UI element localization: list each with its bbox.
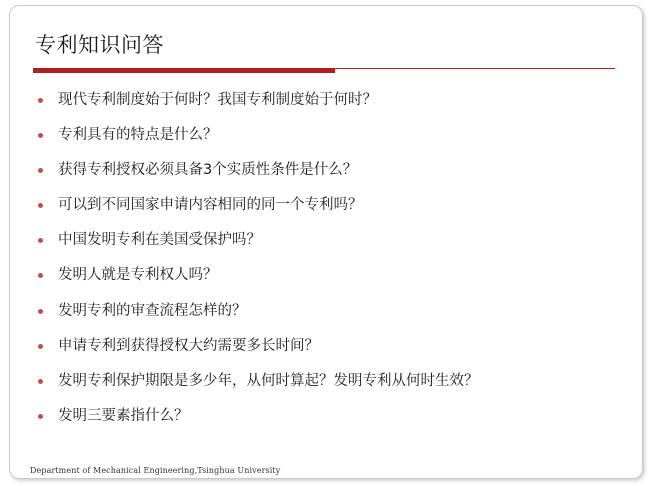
question-text: 申请专利到获得授权大约需要多长时间？: [58, 337, 319, 354]
list-item: [38, 406, 479, 441]
question-text: 获得专利授权必须具备3个实质性条件是什么？: [58, 162, 358, 179]
question-text: 中国发明专利在美国受保护吗？: [58, 232, 261, 249]
bullet-dot-icon: [38, 203, 43, 208]
bullet-dot-icon: [38, 133, 43, 138]
bullet-dot-icon: [38, 168, 43, 173]
question-text: 可以到不同国家申请内容相同的同一个专利吗？: [58, 197, 363, 214]
bullet-dot-icon: [38, 98, 43, 103]
question-list: [38, 90, 479, 441]
bullet-dot-icon: [38, 309, 43, 314]
question-text: 发明专利的审查流程怎样的？: [58, 302, 247, 319]
bullet-dot-icon: [38, 414, 43, 419]
bullet-dot-icon: [38, 238, 43, 243]
list-item: [38, 90, 479, 125]
list-item: [38, 195, 479, 230]
bullet-dot-icon: [38, 273, 43, 278]
list-item: [38, 160, 479, 195]
slide-title: 专利知识问答: [35, 33, 164, 57]
question-text: 专利具有的特点是什么？: [58, 127, 218, 144]
list-item: [38, 336, 479, 371]
question-text: 发明三要素指什么？: [58, 407, 189, 424]
title-underline-thick: [33, 68, 335, 73]
list-item: [38, 125, 479, 160]
list-item: [38, 265, 479, 300]
list-item: [38, 371, 479, 406]
bullet-dot-icon: [38, 344, 43, 349]
list-item: [38, 230, 479, 265]
list-item: [38, 301, 479, 336]
footer-department: Department of Mechanical Engineering,Tsinghua University: [30, 466, 281, 475]
question-text: 现代专利制度始于何时？我国专利制度始于何时？: [58, 92, 377, 108]
question-text: 发明人就是专利权人吗？: [58, 267, 218, 284]
question-text: 发明专利保护期限是多少年，从何时算起？发明专利从何时生效？: [58, 372, 479, 389]
bullet-dot-icon: [38, 379, 43, 384]
